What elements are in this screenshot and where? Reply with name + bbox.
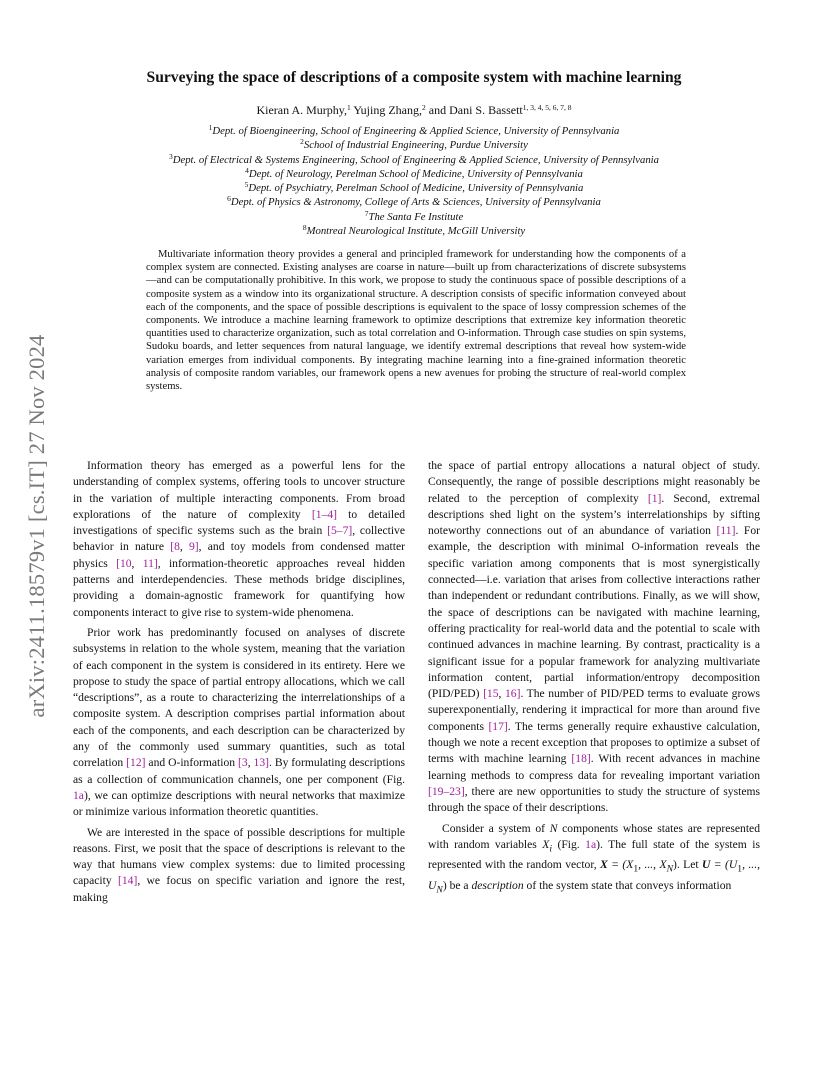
affiliation: $^1$Dept. of Bioengineering, School of Engineering & Applied Science, University of Pennsylvania (208, 123, 620, 137)
paragraph: the space of partial entropy allocations a natural object of study. Consequently, the range of possible descriptions might reasonably be related to the perception of complexity [1]. Second, extremal descriptions shed light on the system’s interrelationships by sifting noteworthy connections out of an abundance of variation [11]. For example, the description with minimal O-information reveals the specific variation among components that is most synergistically connected—i.e. variation that arises from collective interactions rather than independent or redundant contributions. Finally, as we will show, the space of descriptions can be navigated with machine learning, offering practicality for real-world data and the potential to scale with continued advances in machine learning. By contrast, practicality is a significant issue for a popular framework for analyzing multivariate information content, partial information/entropy decomposition (PID/PED) [15, 16]. The number of PID/PED terms to evaluate grows superexponentially, rendering it impractical for more than around five components [17]. The terms generally require exhaustive calculation, though we note a recent exception that proposes to optimize a subset of terms with machine learning [18]. With recent advances in machine learning methods to compress data for revealing important variation [19–23], there are new opportunities to study the structure of systems through the space of their descriptions. (428, 459, 761, 815)
paragraph: We are interested in the space of possible descriptions for multiple reasons. First, we posit that the space of descriptions is relevant to the way that humans view complex systems: due to limited processing capacity [14], we focus on specific variation and ignore the rest, making (73, 825, 406, 904)
citation-link[interactable]: [1] (647, 491, 662, 505)
citation-link[interactable]: [3 (238, 756, 248, 770)
citation-link[interactable]: [10 (116, 556, 132, 570)
citation-link[interactable]: 9] (189, 540, 199, 554)
citation-link[interactable]: [18] (571, 752, 591, 766)
affiliation: $^5$Dept. of Psychiatry, Perelman School of Medicine, University of Pennsylvania (244, 180, 584, 195)
author-list (60, 103, 768, 118)
arxiv-identifier: arXiv:2411.18579v1 [cs.IT] 27 Nov 2024 (24, 334, 49, 718)
affiliation: $^7$The Santa Fe Institute (364, 208, 464, 223)
affiliation-list (60, 124, 768, 238)
affiliation: $^6$Dept. of Physics & Astronomy, College of Arts & Sciences, University of Pennsylvania (227, 194, 601, 209)
affiliation: $^2$School of Industrial Engineering, Purdue University (300, 137, 528, 152)
body-column-right (428, 458, 760, 903)
paragraph: Information theory has emerged as a powerful lens for the understanding of complex systems, offering tools to uncover structure in the variation of multiple interacting components. From broad explorations of the nature of complexity [1–4] to detailed investigations of specific systems such as the brain [5–7], collective behavior in nature [8, 9], and toy models from condensed matter physics [10, 11], information-theoretic approaches reveal hidden patterns and interdependencies. These methods bridge disciplines, providing a domain-agnostic framework for quantifying how components interact to give rise to system-wide phenomena. (73, 459, 406, 619)
abstract: Multivariate information theory provides a general and principled framework for understanding how the components of a complex system are connected. Existing analyses are coarse in nature—built up from characterizations of discrete subsystems—and can be computationally prohibitive. In this work, we propose to study the continuous space of possible descriptions of a composite system as a window into its organizational structure. A description consists of specific information conveyed about each of the components, and the space of possible descriptions is equivalent to the space of lossy compression schemes of the components. We introduce a machine learning framework to optimize descriptions that extremize key information theoretic quantities used to characterize organization, such as total correlation and O-information. Through case studies on spin systems, Sudoku boards, and letter sequences from natural language, we identify extremal descriptions that reveal how system-wide variation emerges from individual components. By integrating machine learning into a fine-grained information theoretic analysis of composite random variables, our framework opens a new avenues for probing the structure of real-world complex systems. (146, 249, 686, 393)
author-affil-sup: 2 (422, 103, 426, 112)
figure-link[interactable]: 1a (585, 837, 597, 851)
citation-link[interactable]: [8 (170, 540, 180, 554)
affiliation: $^4$Dept. of Neurology, Perelman School of Medicine, University of Pennsylvania (245, 165, 583, 180)
author-name: Dani S. Bassett (449, 103, 523, 117)
citation-link[interactable]: [11] (716, 524, 736, 538)
affiliation: $^8$Montreal Neurological Institute, McGill University (302, 223, 526, 238)
author-affil-sup: 1 (347, 103, 351, 112)
author-conjunction: and (428, 103, 447, 117)
citation-link[interactable]: [5–7] (327, 524, 353, 538)
paragraph: Consider a system of N components whose states are represented with random variables $X_i$ (Fig. 1a). The full state of the system is represented with the random vector, $X = (X_1$, ..., $X_N$). Let $U = (U_1$, ..., $U_N$) be a description of the system state that conveys information (428, 821, 761, 896)
figure-link[interactable]: 1a (73, 788, 84, 802)
body-column-left (73, 458, 405, 910)
author-affil-sup: 1, 3, 4, 5, 6, 7, 8 (522, 103, 572, 112)
paper-title: Surveying the space of descriptions of a composite system with machine learning (146, 69, 682, 86)
author-name: Kieran A. Murphy, (256, 103, 348, 117)
paragraph: Prior work has predominantly focused on analyses of discrete subsystems in relation to the whole system, meaning that the variation of each component in the system is considered in its entirety. Here we propose to study the space of partial entropy allocations, which we call “descriptions”, as a route to characterizing the interrelationships of a composite system. A description comprises partial information about each of the components, and each description can be characterized by any of the commonly used summary quantities, such as total correlation [12] and O-information [3, 13]. By formulating descriptions as a collection of communication channels, one per component (Fig. 1a), we can optimize descriptions with neural networks that maximize or minimize various information theoretic quantities. (73, 625, 406, 819)
citation-link[interactable]: [1–4] (311, 507, 337, 521)
author-name: Yujing Zhang, (353, 103, 423, 117)
citation-link[interactable]: [14] (117, 874, 138, 888)
citation-link[interactable]: 16] (504, 687, 521, 701)
citation-link[interactable]: [19–23] (428, 784, 465, 798)
citation-link[interactable]: [12] (126, 756, 146, 770)
affiliation: $^3$Dept. of Electrical & Systems Engineering, School of Engineering & Applied Science, University of Pennsylvania (168, 151, 659, 166)
citation-link[interactable]: 11] (142, 556, 158, 570)
citation-link[interactable]: [17] (488, 719, 508, 733)
citation-link[interactable]: 13] (253, 756, 269, 770)
citation-link[interactable]: [15 (483, 687, 499, 701)
